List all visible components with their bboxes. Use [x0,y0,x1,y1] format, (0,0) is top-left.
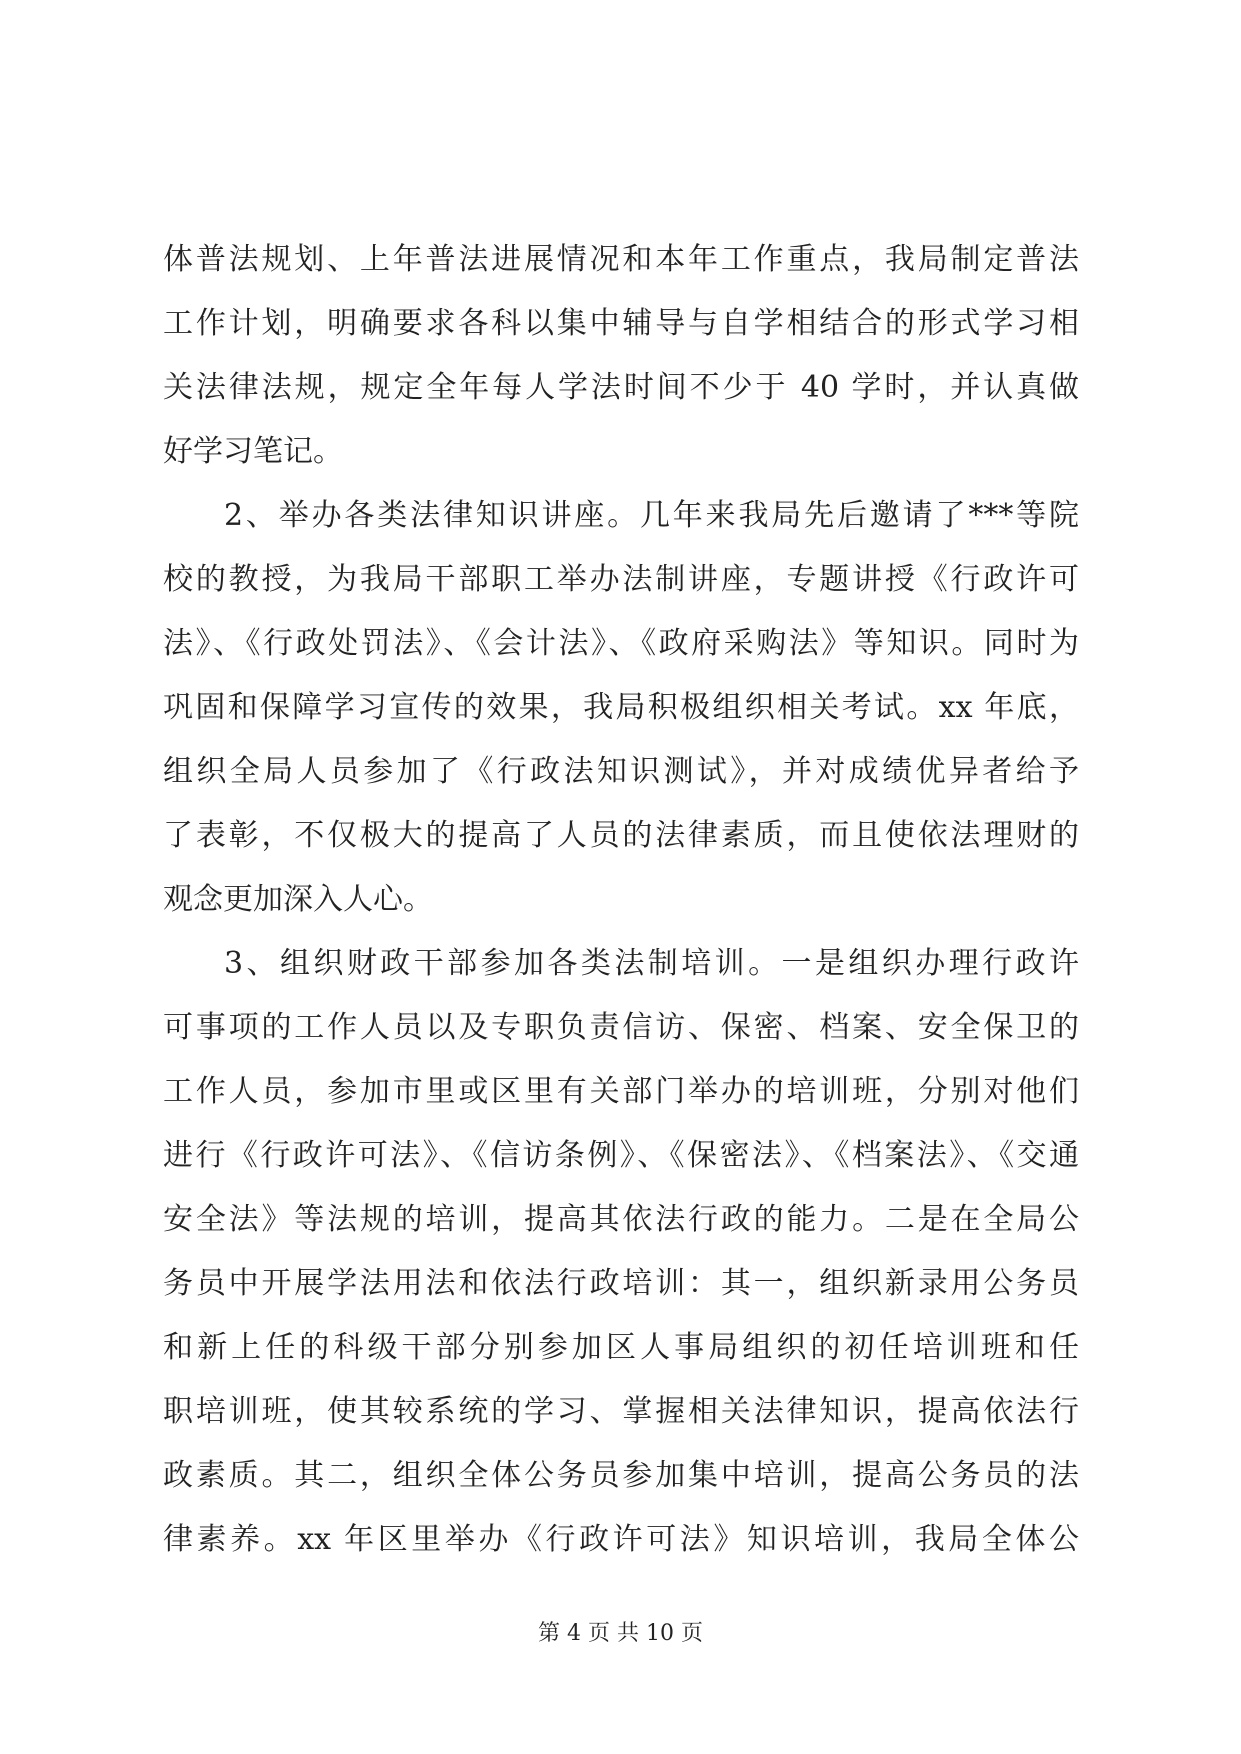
paragraph-line: 律素养。xx 年区里举办《行政许可法》知识培训，我局全体公 [163,1522,1079,1557]
paragraph-line: 2、举办各类法律知识讲座。几年来我局先后邀请了***等院 [224,498,1079,533]
paragraph-line: 和新上任的科级干部分别参加区人事局组织的初任培训班和任 [163,1330,1079,1365]
paragraph-line: 进行《行政许可法》、《信访条例》、《保密法》、《档案法》、《交通 [163,1138,1079,1173]
paragraph-line: 法》、《行政处罚法》、《会计法》、《政府采购法》等知识。同时为 [163,626,1079,661]
paragraph-line: 务员中开展学法用法和依法行政培训：其一，组织新录用公务员 [163,1266,1079,1301]
paragraph-1 [163,228,1079,484]
paragraph-line: 观念更加深入人心。 [163,882,433,917]
paragraph-3 [163,932,1079,1572]
page-number-footer: 第 4 页 共 10 页 [538,1621,703,1646]
document-body [163,228,1079,1572]
paragraph-line: 可事项的工作人员以及专职负责信访、保密、档案、安全保卫的 [163,1010,1079,1045]
paragraph-line: 工作人员，参加市里或区里有关部门举办的培训班，分别对他们 [163,1074,1079,1109]
paragraph-2 [163,484,1079,932]
paragraph-line: 安全法》等法规的培训，提高其依法行政的能力。二是在全局公 [163,1202,1079,1237]
paragraph-line: 了表彰，不仅极大的提高了人员的法律素质，而且使依法理财的 [163,818,1079,853]
paragraph-line: 校的教授，为我局干部职工举办法制讲座，专题讲授《行政许可 [163,562,1079,597]
paragraph-line: 关法律法规，规定全年每人学法时间不少于 40 学时，并认真做 [163,370,1079,405]
paragraph-line: 政素质。其二，组织全体公务员参加集中培训，提高公务员的法 [163,1458,1079,1493]
paragraph-line: 工作计划，明确要求各科以集中辅导与自学相结合的形式学习相 [163,306,1079,341]
paragraph-line: 体普法规划、上年普法进展情况和本年工作重点，我局制定普法 [163,242,1079,277]
paragraph-line: 组织全局人员参加了《行政法知识测试》，并对成绩优异者给予 [163,754,1079,789]
paragraph-line: 职培训班，使其较系统的学习、掌握相关法律知识，提高依法行 [163,1394,1079,1429]
paragraph-line: 巩固和保障学习宣传的效果，我局积极组织相关考试。xx 年底， [163,690,1079,725]
paragraph-line: 好学习笔记。 [163,434,343,469]
paragraph-line: 3、组织财政干部参加各类法制培训。一是组织办理行政许 [224,946,1079,981]
